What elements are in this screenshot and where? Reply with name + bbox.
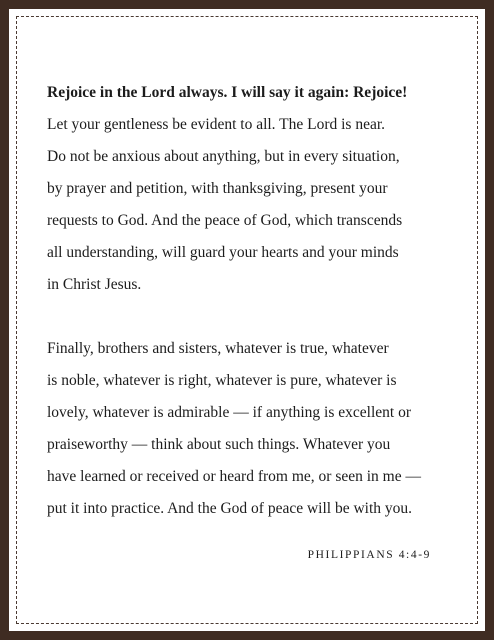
verse-line: praiseworthy — think about such things. Whatever you bbox=[47, 436, 391, 453]
verse-line: Let your gentleness be evident to all. The Lord is near. bbox=[47, 116, 386, 133]
verse-line-bold: Rejoice in the Lord always. I will say it again: Rejoice! bbox=[47, 84, 408, 101]
verse-text bbox=[47, 77, 467, 525]
paragraph-1 bbox=[47, 77, 467, 301]
paragraph-2 bbox=[47, 333, 467, 525]
verse-line: put it into practice. And the God of peace will be with you. bbox=[47, 500, 413, 517]
verse-line: by prayer and petition, with thanksgiving, present your bbox=[47, 180, 388, 197]
verse-card bbox=[9, 9, 485, 631]
verse-line: in Christ Jesus. bbox=[47, 276, 142, 293]
verse-line: have learned or received or heard from me, or seen in me — bbox=[47, 468, 421, 485]
verse-line: requests to God. And the peace of God, which transcends bbox=[47, 212, 403, 229]
verse-line: Do not be anxious about anything, but in every situation, bbox=[47, 148, 400, 165]
verse-line: all understanding, will guard your hearts and your minds bbox=[47, 244, 399, 261]
verse-line: lovely, whatever is admirable — if anything is excellent or bbox=[47, 404, 411, 421]
verse-line: Finally, brothers and sisters, whatever is true, whatever bbox=[47, 340, 389, 357]
verse-line: is noble, whatever is right, whatever is pure, whatever is bbox=[47, 372, 397, 389]
verse-citation: PHILIPPIANS 4:4-9 bbox=[307, 549, 431, 561]
